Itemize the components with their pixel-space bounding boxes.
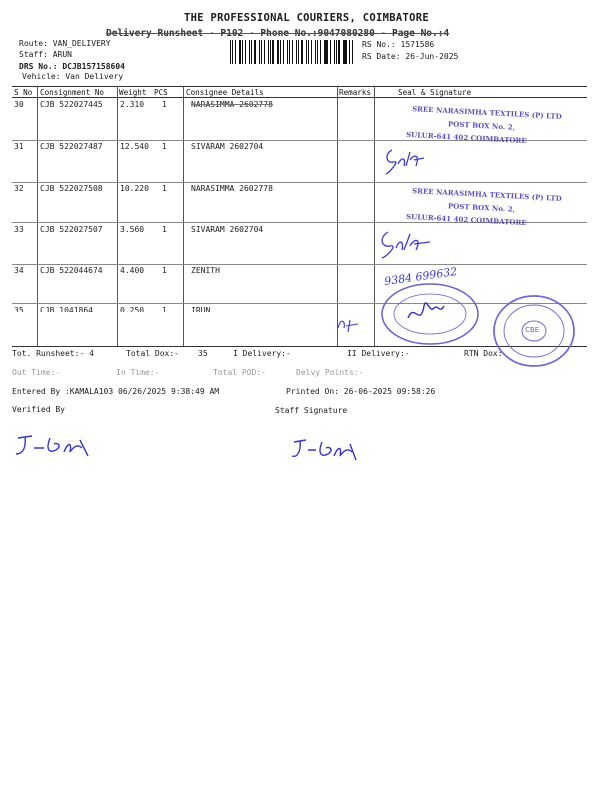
row-pcs: 1 [162,306,167,312]
col-header-sno: S No [14,88,33,97]
entered-by: Entered By :KAMALA103 06/26/2025 9:38:49 AM [12,387,220,396]
round-company-stamp [492,294,576,368]
row-weight: 3.560 [120,225,145,234]
drs-number: DCJB157158604 [62,62,125,71]
second-delivery: II Delivery:- [347,349,410,358]
total-dox-value: 35 [198,349,208,358]
row-weight: 0.250 [120,306,145,312]
in-time: In Time:- [116,368,160,377]
rs-number: RS No.: 1571586 [362,40,435,49]
row-consignment: CJB 522027507 [40,225,103,234]
row-sno: 30 [14,100,24,109]
col-header-remarks: Remarks [339,88,372,97]
first-delivery: I Delivery:- [233,349,291,358]
row-consignee: SIVARAM 2602704 [191,225,264,234]
drs-label-text: DRS No.: [19,62,58,71]
delivery-stamp-oval [378,278,498,346]
col-header-weight: Weight [119,88,147,97]
row-pcs: 1 [162,100,167,109]
staff-label: Staff: ARUN [19,50,72,59]
round-stamp-center-text: CBE [525,326,540,334]
company-stamp-line3: SULUR-641 402 COIMBATORE [405,211,527,228]
table-row [0,0,600,312]
staff-signature-label: Staff Signature [275,406,348,415]
staff-signature [288,434,368,466]
total-dox-label: Total Dox:- [126,349,179,358]
row-sno: 32 [14,184,24,193]
row-consignee: NARASIMMA 2602778 [191,184,273,193]
row-sno: 31 [14,142,24,151]
remarks-mark [334,316,362,334]
total-pod: Total POD:- [213,368,266,377]
company-stamp-line1: SREE NARASIMHA TEXTILES (P) LTD [411,186,562,203]
row-consignee: ZENITH [191,266,220,275]
out-time: Out Time:- [12,368,61,377]
row-consignment: CJB 522027487 [40,142,103,151]
company-stamp-line2: POST BOX No. 2, [447,119,516,132]
col-header-seal-signature: Seal & Signature [398,88,472,97]
row-weight: 4.400 [120,266,145,275]
row-consignee: SIVARAM 2602704 [191,142,264,151]
route-label: Route: VAN_DELIVERY [19,39,111,48]
signature-mark [376,226,446,264]
row-consignment: CJB 1041864 [40,306,93,312]
row-consignment: CJB 522044674 [40,266,103,275]
row-weight: 2.310 [120,100,145,109]
company-stamp-line1: SREE NARASIMHA TEXTILES (P) LTD [411,104,562,121]
vehicle-label: Vehicle: Van Delivery [22,72,124,81]
row-pcs: 1 [162,142,167,151]
rtn-dox: RTN Dox: [464,349,503,358]
row-consignee: NARASIMMA 2602778 [191,100,273,109]
row-weight: 10.220 [120,184,149,193]
row-weight: 12.540 [120,142,149,151]
signature-mark [380,140,440,180]
row-sno: 34 [14,266,24,275]
total-runsheet: Tot. Runsheet:- 4 [12,349,94,358]
company-stamp-line3: SULUR-641 402 COIMBATORE [405,129,527,146]
delivery-points: Delvy Points:- [296,368,364,377]
row-pcs: 1 [162,266,167,275]
company-title: THE PROFESSIONAL COURIERS, COIMBATORE [184,12,429,24]
row-sno: 35 [14,306,24,312]
company-stamp-line2: POST BOX No. 2, [447,201,516,214]
row-consignment: CJB 522027445 [40,100,103,109]
rs-date: RS Date: 26-Jun-2025 [362,52,459,61]
row-consignment: CJB 522027508 [40,184,103,193]
handwritten-phone-text: 9384 699632 [383,264,459,289]
col-header-pcs: PCS [154,88,168,97]
verified-by-label: Verified By [12,405,65,414]
printed-on: Printed On: 26-06-2025 09:58:26 [286,387,436,396]
row-pcs: 1 [162,184,167,193]
verifier-signature [12,432,108,462]
row-consignee: IRUN [191,306,211,312]
col-header-consignment: Consignment No [40,88,105,97]
runsheet-subtitle: Delivery Runsheet - P102 - Phone No.:9047080280 - Page No.:4 [106,28,450,39]
row-pcs: 1 [162,225,167,234]
row-sno: 33 [14,225,24,234]
col-header-consignee: Consignee Details [186,88,264,97]
